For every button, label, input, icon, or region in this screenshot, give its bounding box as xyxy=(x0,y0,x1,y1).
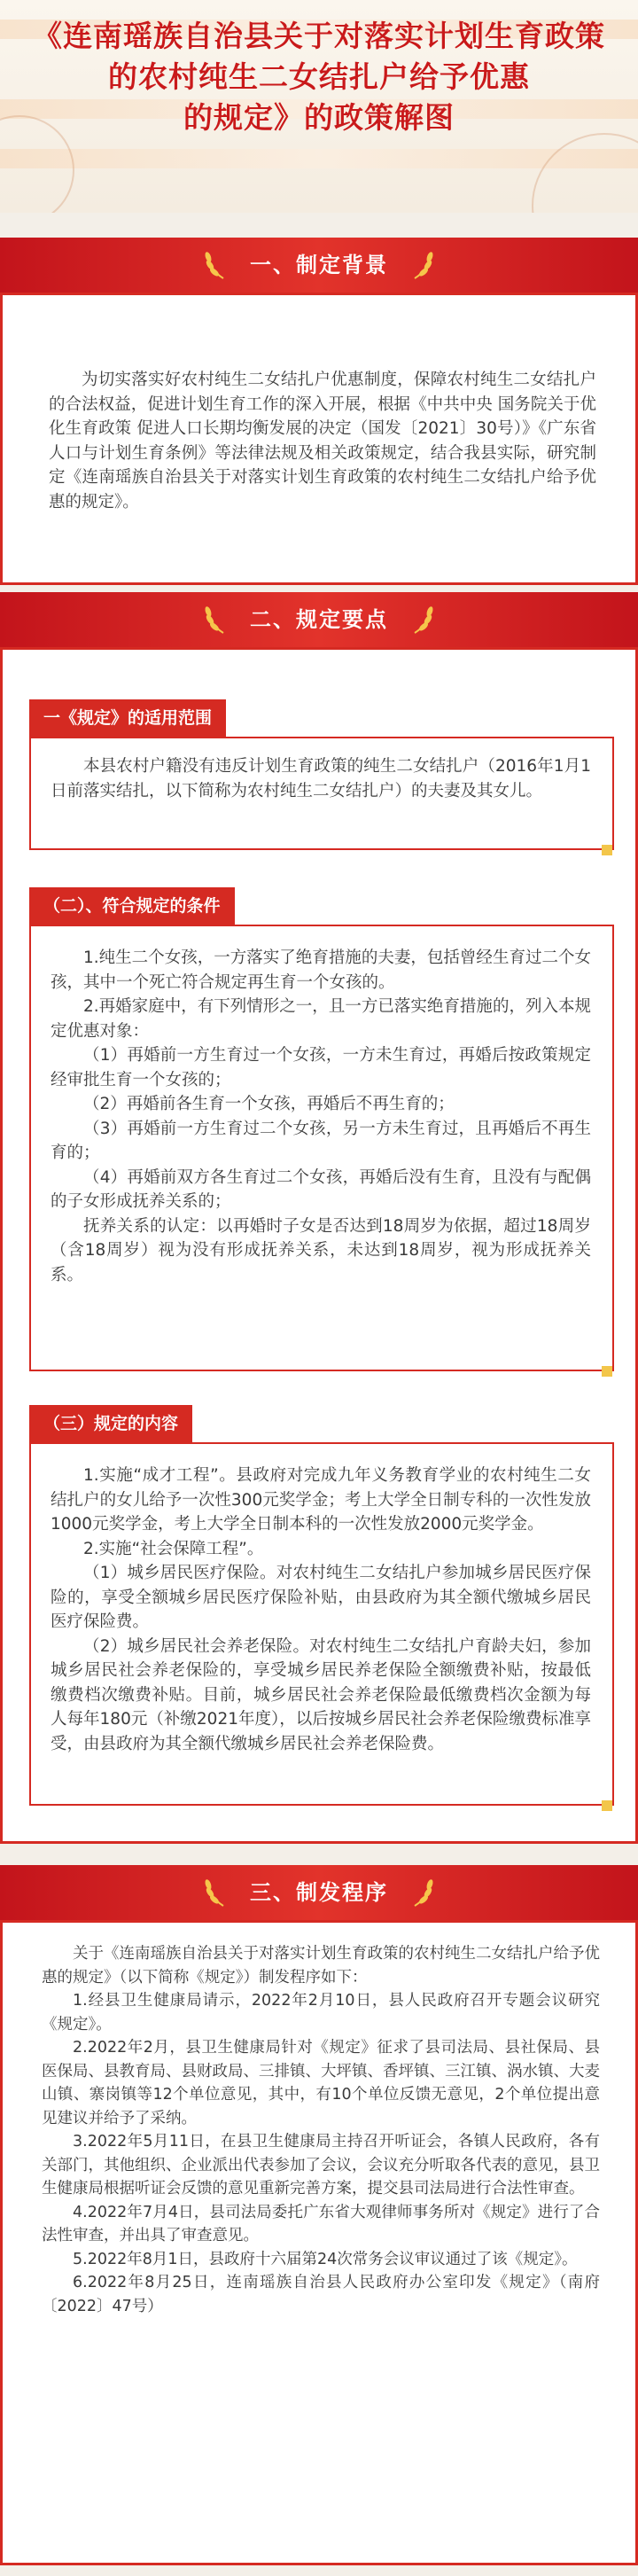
procedure-text xyxy=(42,1942,600,2318)
section-title: 三、制发程序 xyxy=(250,1880,388,1905)
conditions-text xyxy=(51,946,591,1287)
wheat-right-icon xyxy=(411,605,438,635)
conditions-tag: （二）、符合规定的条件 xyxy=(29,887,235,925)
content-text xyxy=(51,1464,591,1756)
procedure-item: 6.2022年8月25日，连南瑶族自治县人民政府办公室印发《规定》（南府〔2022〕47号） xyxy=(42,2274,600,2315)
scope-tag: 一《规定》的适用范围 xyxy=(29,699,226,737)
title-banner xyxy=(0,0,638,213)
condition-item: 2.再婚家庭中，有下列情形之一，且一方已落实绝育措施的，列入本规定优惠对象： xyxy=(51,997,591,1041)
procedure-item: 2.2022年2月，县卫生健康局针对《规定》征求了县司法局、县社保局、县医保局、县教育局、县财政局、三排镇、大坪镇、香坪镇、三江镇、涡水镇、大麦山镇、寨岗镇等12个单位意见，其中，有10个单位反馈无意见，2个单位提出意见建议并给予了采纳。 xyxy=(42,2039,600,2127)
section-header xyxy=(0,1865,638,1920)
section-body xyxy=(0,293,638,585)
content-item: （2）城乡居民社会养老保险。对农村纯生二女结扎户育龄夫妇，参加城乡居民社会养老保险的，享受城乡居民养老保险全额缴费补贴，按最低缴费档次缴费补贴。目前，城乡居民社会养老保险最低缴费档次金额为每人每年180元（补缴2021年度），以后按城乡居民社会养老保险缴费标准享受，由县政府为其全额代缴城乡居民社会养老保险费。 xyxy=(51,1636,591,1753)
condition-item: （4）再婚前双方各生育过二个女孩，再婚后没有生育，且没有与配偶的子女形成抚养关系的； xyxy=(51,1167,591,1211)
corner-marker xyxy=(602,845,612,855)
section-header xyxy=(0,238,638,293)
title-line-2: 的农村纯生二女结扎户给予优惠 xyxy=(108,59,530,94)
condition-item: （3）再婚前一方生育过二个女孩，另一方未生育过，且再婚后不再生育的； xyxy=(51,1119,591,1162)
condition-item: 抚养关系的认定：以再婚时子女是否达到18周岁为依据，超过18周岁（含18周岁）视为没有形成抚养关系，未达到18周岁，视为形成抚养关系。 xyxy=(51,1216,591,1284)
conditions-box xyxy=(29,925,614,1371)
section-body xyxy=(0,1920,638,2565)
condition-item: （2）再婚前各生育一个女孩，再婚后不再生育的； xyxy=(83,1095,455,1113)
wheat-right-icon xyxy=(411,250,438,280)
procedure-item: 关于《连南瑶族自治县关于对落实计划生育政策的农村纯生二女结扎户给予优惠的规定》（以下简称《规定》）制发程序如下： xyxy=(42,1945,600,1987)
content-box xyxy=(29,1442,614,1806)
procedure-item: 4.2022年7月4日，县司法局委托广东省大观律师事务所对《规定》进行了合法性审查，并出具了审查意见。 xyxy=(42,2203,600,2244)
section-title: 二、规定要点 xyxy=(250,607,388,632)
procedure-item: 3.2022年5月11日，在县卫生健康局主持召开听证会，各镇人民政府，各有关部门，其他组织、企业派出代表参加了会议，会议充分听取各代表的意见，县卫生健康局根据听证会反馈的意见重新完善方案，提交县司法局进行合法性审查。 xyxy=(42,2133,600,2197)
background-paragraph: 为切实落实好农村纯生二女结扎户优惠制度，保障农村纯生二女结扎户的合法权益，促进计划生育工作的深入开展，根据《中共中央 国务院关于优化生育政策 促进人口长期均衡发展的决定（国发〔2021〕30号）》《广东省人口与计划生育条例》等法律法规及相关政策规定，结合我县实际，研究制定《连南瑶族自治县关于对落实计划生育政策的农村纯生二女结扎户给予优惠的规定》。 xyxy=(49,371,596,511)
section-title: 一、制定背景 xyxy=(250,253,388,277)
section-background xyxy=(0,238,638,585)
section-header xyxy=(0,592,638,647)
content-tag: （三）规定的内容 xyxy=(29,1405,192,1442)
wheat-right-icon xyxy=(411,1877,438,1908)
content-item: （1）城乡居民医疗保险。对农村纯生二女结扎户参加城乡居民医疗保险的，享受全额城乡居民医疗保险补贴，由县政府为其全额代缴城乡居民医疗保险费。 xyxy=(51,1564,591,1631)
scope-paragraph: 本县农村户籍没有违反计划生育政策的纯生二女结扎户（2016年1月1日前落实结扎，以下简称为农村纯生二女结扎户）的夫妻及其女儿。 xyxy=(51,757,591,800)
corner-marker xyxy=(602,1366,612,1377)
procedure-item: 1.经县卫生健康局请示，2022年2月10日，县人民政府召开专题会议研究《规定》。 xyxy=(42,1992,600,2033)
procedure-item: 5.2022年8月1日，县政府十六届第24次常务会议审议通过了该《规定》。 xyxy=(73,2250,578,2268)
content-item: 1.实施“成才工程”。县政府对完成九年义务教育学业的农村纯生二女结扎户的女儿给予一次性300元奖学金；考上大学全日制专科的一次性发放1000元奖学金，考上大学全日制本科的一次性发放2000元奖学金。 xyxy=(51,1466,591,1534)
section-body xyxy=(0,647,638,1844)
decor-band xyxy=(0,149,638,168)
section-procedure xyxy=(0,1865,638,2565)
section-key-points xyxy=(0,592,638,1844)
title-line-1: 《连南瑶族自治县关于对落实计划生育政策 xyxy=(33,19,605,53)
title-line-3: 的规定》的政策解图 xyxy=(183,100,455,135)
page-title xyxy=(9,16,629,138)
condition-item: （1）再婚前一方生育过一个女孩，一方未生育过，再婚后按政策规定经审批生育一个女孩的； xyxy=(51,1046,591,1089)
scope-box xyxy=(29,737,614,850)
decor-ring xyxy=(532,133,638,213)
corner-marker xyxy=(602,1800,612,1811)
content-item: 2.实施“社会保障工程”。 xyxy=(83,1539,264,1558)
condition-item: 1.纯生二个女孩，一方落实了绝育措施的夫妻，包括曾经生育过二个女孩，其中一个死亡符合规定再生育一个女孩的。 xyxy=(51,948,591,992)
